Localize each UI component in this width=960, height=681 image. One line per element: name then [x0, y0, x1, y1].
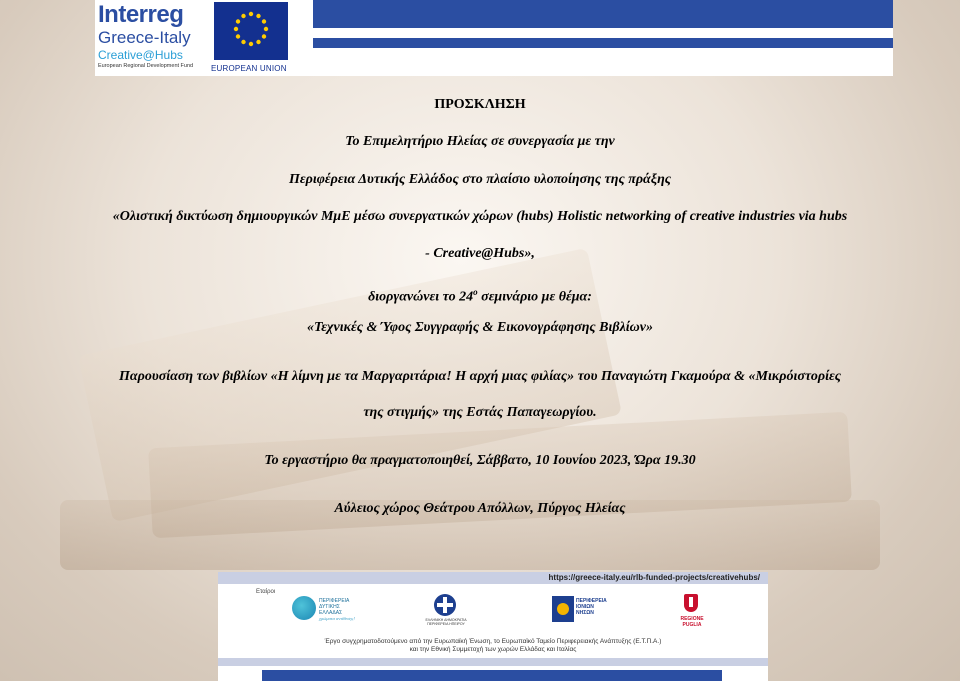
- footer-band: [262, 670, 722, 681]
- invitation-title: ΠΡΟΣΚΛΗΣΗ: [434, 97, 526, 112]
- ionian-text: [576, 598, 607, 616]
- logo-text-line: ΙΟΝΙΩΝ: [576, 604, 594, 610]
- interreg-logo: [98, 2, 208, 70]
- funding-line: Έργο συγχρηματοδοτούμενο από την Ευρωπαϊκή Ένωση, το Ευρωπαϊκό Ταμείο Περιφερειακής Ανάπτυξης (Ε.Τ.Π.Α.): [324, 638, 662, 645]
- western-greece-icon: [292, 596, 316, 620]
- url-bar: [218, 572, 768, 584]
- interreg-program: Greece-Italy: [98, 28, 191, 47]
- invitation-line: Το Επιμελητήριο Ηλείας σε συνεργασία με την: [345, 134, 615, 149]
- invitation-line: Περιφέρεια Δυτικής Ελλάδος στο πλαίσιο υλοποίησης της πράξης: [288, 172, 672, 187]
- header-band: [313, 38, 893, 48]
- invitation-line: - Creative@Hubs»,: [425, 246, 535, 261]
- logo-text-line: ΔΥΤΙΚΗΣ: [319, 604, 340, 610]
- header-banner: [95, 0, 893, 76]
- footer-panel: [218, 572, 768, 681]
- presentation-line: Παρουσίαση των βιβλίων «Η λίμνη με τα Μαργαριτάρια! Η αρχή μιας φιλίας» του Παναγιώτη Γκαμούρα & «Μικρόιστορίες: [118, 369, 842, 384]
- interreg-fund: European Regional Development Fund: [98, 63, 194, 69]
- eu-flag-icon: [214, 2, 288, 60]
- puglia-shield-icon: [684, 594, 698, 612]
- sun-icon: [557, 603, 569, 615]
- ionian-icon: [552, 596, 574, 622]
- ordinal-suffix: ο: [473, 287, 478, 297]
- header-band: [313, 0, 893, 28]
- epirus-text: ΕΛΛΗΝΙΚΗ ΔΗΜΟΚΡΑΤΙΑ ΠΕΡΙΦΕΡΕΙΑ ΗΠΕΙΡΟΥ: [425, 618, 467, 626]
- event-venue: Αύλειος χώρος Θεάτρου Απόλλων, Πύργος Ηλείας: [334, 501, 626, 516]
- logo-epirus-region: [416, 594, 476, 628]
- seminar-text: διοργανώνει το 24: [368, 289, 474, 305]
- eu-label: EUROPEAN UNION: [211, 64, 287, 73]
- western-greece-slogan: χρώματα αντίθεσης!: [319, 616, 355, 621]
- logo-text-line: ΕΛΛΑΔΑΣ: [319, 610, 343, 616]
- interreg-project: Creative@Hubs: [98, 48, 183, 62]
- logo-text-line: ΠΕΡΙΦΕΡΕΙΑ: [576, 598, 607, 604]
- logo-regione-puglia: [672, 594, 712, 628]
- logo-western-greece: [292, 594, 402, 628]
- logo-text-line: ΠΕΡΙΦΕΡΕΙΑ: [319, 598, 350, 604]
- invitation-line: «Ολιστική δικτύωση δημιουργικών ΜμΕ μέσω συνεργατικών χώρων (hubs) Holistic networking of creative industries via hubs: [112, 209, 848, 224]
- logo-ionian-islands: [552, 594, 607, 628]
- funding-line: και την Εθνική Συμμετοχή των χωρών Ελλάδας και Ιταλίας: [409, 646, 577, 653]
- project-url[interactable]: https://greece-italy.eu/rlb-funded-projects/creativehubs/: [548, 573, 760, 582]
- funding-statement: [218, 638, 768, 654]
- seminar-announcement: [0, 284, 960, 306]
- event-schedule: Το εργαστήριο θα πραγματοποιηθεί, Σάββατο, 10 Ιουνίου 2023, Ώρα 19.30: [264, 453, 696, 468]
- presentation-line: της στιγμής» της Εστάς Παπαγεωργίου.: [363, 405, 597, 420]
- western-greece-text: [319, 598, 349, 616]
- interreg-brand: Interreg: [98, 1, 184, 28]
- puglia-text: REGIONE PUGLIA: [680, 616, 704, 628]
- seminar-text: σεμινάριο με θέμα:: [477, 289, 592, 305]
- partners-label: Εταίροι: [256, 589, 276, 595]
- footer-band: [218, 658, 768, 666]
- seminar-topic: «Τεχνικές & Ύφος Συγγραφής & Εικονογράφησης Βιβλίων»: [306, 320, 654, 335]
- logo-text-line: ΝΗΣΩΝ: [576, 610, 594, 616]
- greek-emblem-icon: [434, 594, 456, 616]
